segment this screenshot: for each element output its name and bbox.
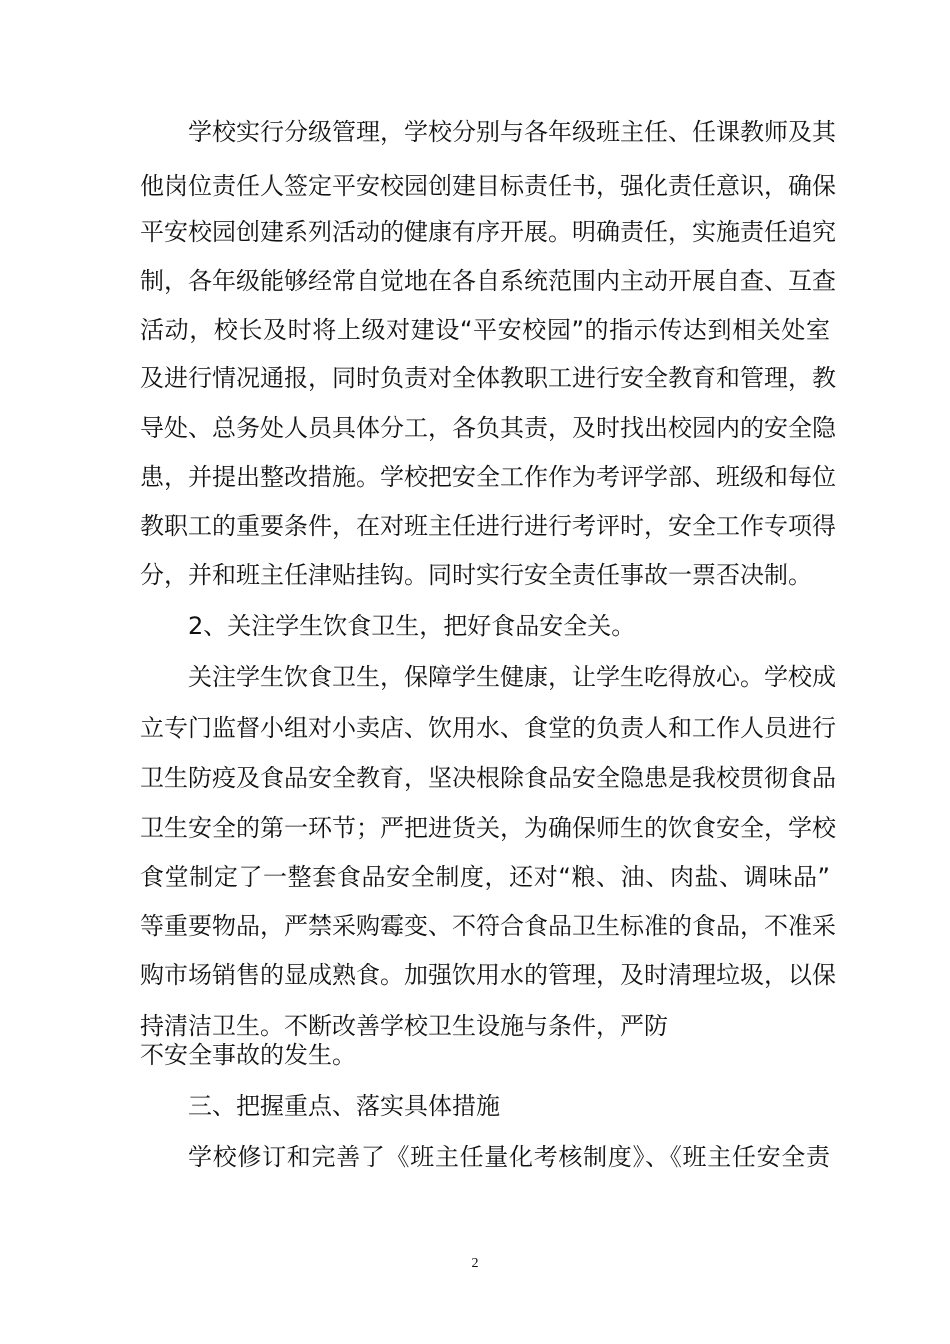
paragraph-2-line-4: 卫生安全的第一环节；严把进货关，为确保师生的饮食安全，学校 bbox=[140, 814, 836, 842]
section-heading-3: 三、把握重点、落实具体措施 bbox=[188, 1092, 500, 1120]
paragraph-3-line-1: 学校修订和完善了《班主任量化考核制度》、《班主任安全责 bbox=[188, 1143, 830, 1171]
paragraph-2-line-2: 立专门监督小组对小卖店、饮用水、食堂的负责人和工作人员进行 bbox=[140, 714, 836, 742]
paragraph-2-line-1: 关注学生饮食卫生，保障学生健康，让学生吃得放心。学校成 bbox=[188, 663, 836, 691]
page-number: 2 bbox=[471, 1256, 479, 1271]
paragraph-2-line-5: 食堂制定了一整套食品安全制度，还对“粮、油、肉盐、调味品” bbox=[140, 863, 830, 891]
paragraph-2-line-6: 等重要物品，严禁采购霉变、不符合食品卫生标准的食品，不准采 bbox=[140, 912, 836, 940]
paragraph-1-line-5: 活动，校长及时将上级对建设“平安校园”的指示传达到相关处室 bbox=[140, 316, 830, 344]
paragraph-1-line-3: 平安校园创建系列活动的健康有序开展。明确责任，实施责任追究 bbox=[140, 218, 836, 246]
paragraph-1-line-7: 导处、总务处人员具体分工，各负其责，及时找出校园内的安全隐 bbox=[140, 414, 836, 442]
paragraph-1-line-10: 分，并和班主任津贴挂钩。同时实行安全责任事故一票否决制。 bbox=[140, 561, 812, 589]
paragraph-1-line-1: 学校实行分级管理，学校分别与各年级班主任、任课教师及其 bbox=[188, 118, 836, 146]
paragraph-1-line-2: 他岗位责任人签定平安校园创建目标责任书，强化责任意识，确保 bbox=[140, 172, 836, 200]
paragraph-2-line-9: 不安全事故的发生。 bbox=[140, 1041, 356, 1069]
section-heading-2: 2、关注学生饮食卫生，把好食品安全关。 bbox=[188, 612, 636, 640]
paragraph-1-line-6: 及进行情况通报，同时负责对全体教职工进行安全教育和管理，教 bbox=[140, 364, 836, 392]
paragraph-1-line-9: 教职工的重要条件，在对班主任进行进行考评时，安全工作专项得 bbox=[140, 512, 836, 540]
paragraph-2-line-3: 卫生防疫及食品安全教育，坚决根除食品安全隐患是我校贯彻食品 bbox=[140, 764, 836, 792]
paragraph-1-line-8: 患，并提出整改措施。学校把安全工作作为考评学部、班级和每位 bbox=[140, 463, 836, 491]
paragraph-2-line-7: 购市场销售的显成熟食。加强饮用水的管理，及时清理垃圾，以保 bbox=[140, 961, 836, 989]
paragraph-1-line-4: 制，各年级能够经常自觉地在各自系统范围内主动开展自查、互查 bbox=[140, 267, 836, 295]
paragraph-2-line-8: 持清洁卫生。不断改善学校卫生设施与条件，严防 bbox=[140, 1012, 668, 1040]
